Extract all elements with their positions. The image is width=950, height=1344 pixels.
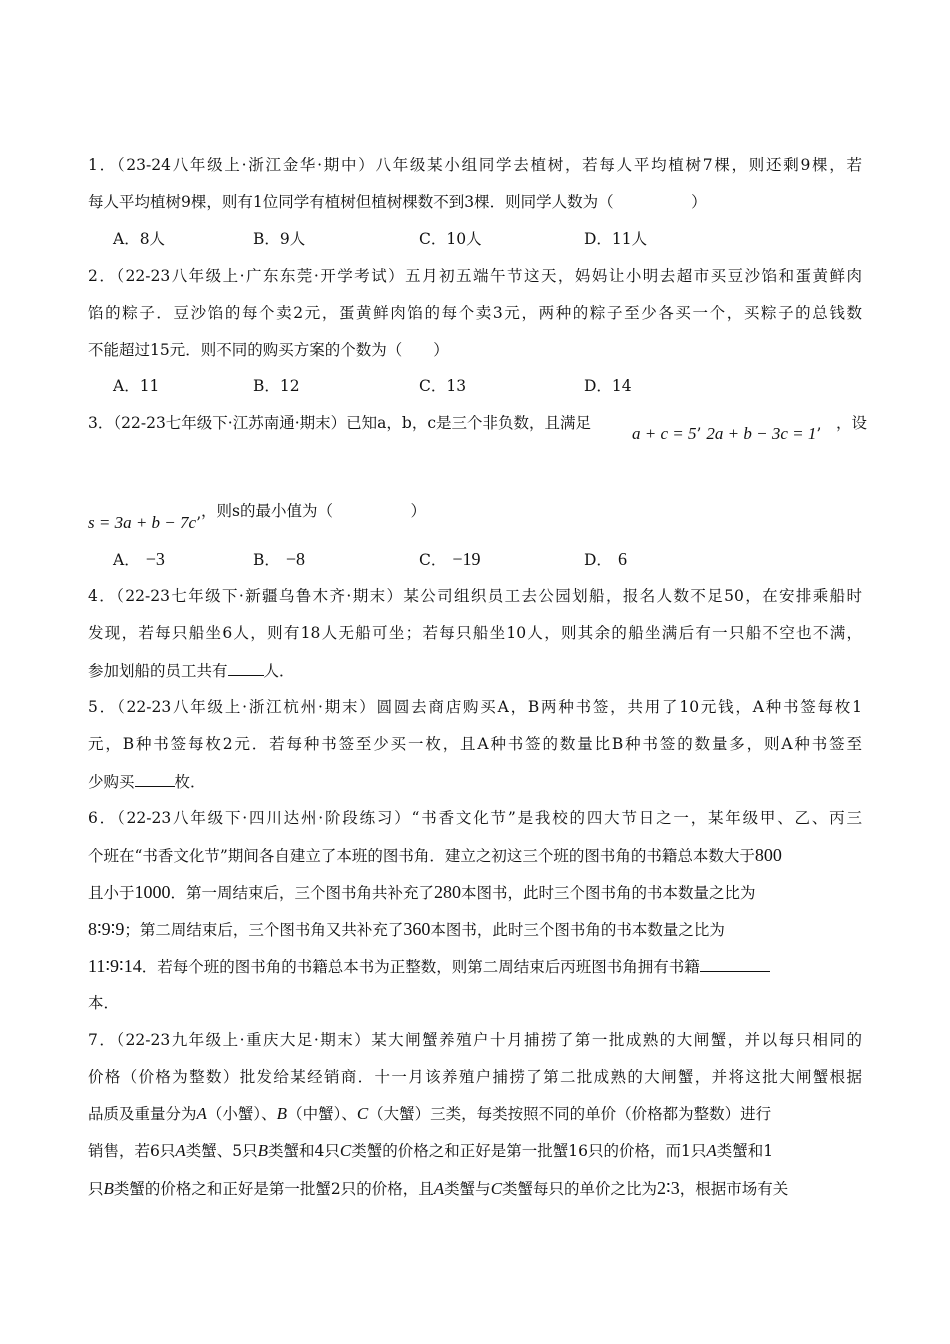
- question-1-line-1: [88, 155, 862, 175]
- option-prefix: C．: [419, 551, 447, 569]
- option-c[interactable]: C．13: [419, 377, 467, 395]
- question-3-line-2: s = 3a + b − 7c’，则s的最小值为（ ）: [88, 502, 426, 532]
- option-value: −8: [285, 549, 306, 569]
- question-text: 本图书，此时三个图书角的书本数量之比为: [461, 884, 756, 902]
- question-text: 人．: [263, 662, 295, 680]
- question-text: 类蟹与: [444, 1180, 491, 1198]
- question-text: （22-23八年级上·广东东莞·开学考试）五月初五端午节这天，妈妈让小明去超市买豆沙馅和蛋黄鲜肉: [116, 267, 862, 285]
- answer-blank[interactable]: [700, 956, 770, 972]
- variable: C: [490, 1179, 503, 1198]
- question-number: 2．: [88, 267, 117, 285]
- question-text: 类蟹、5只: [185, 1142, 258, 1160]
- question-7-line-1: [88, 1030, 862, 1050]
- question-number: 1．: [88, 156, 117, 174]
- question-number: 3．: [88, 414, 114, 432]
- question-3-equations: a + c = 5’ 2a + b − 3c = 1’: [632, 424, 822, 443]
- question-text: 发现，若每只船坐6人，则有18人无船可坐；若每只船坐10人，则其余的船坐满后有一只船不空也不满，: [88, 624, 862, 642]
- question-text: ，则s的最小值为（ ）: [201, 502, 426, 520]
- question-5-line-2: [88, 734, 862, 754]
- question-text: 品质及重量分为: [88, 1105, 197, 1123]
- variable: B: [257, 1141, 269, 1160]
- variable: B: [276, 1104, 288, 1123]
- question-4-line-3: [88, 660, 862, 681]
- question-text: （22-23七年级下·江苏南通·期末）已知a，b，c是三个非负数，且满足: [113, 414, 592, 432]
- question-3-line-1-end: ，设: [836, 414, 868, 432]
- question-text: 每人平均植树9棵，则有1位同学有植树但植树棵数不到3棵．则同学人数为（ ）: [88, 193, 707, 211]
- equation: 2a + b − 3c = 1: [706, 424, 817, 443]
- question-text: 价格（价格为整数）批发给某经销商．十一月该养殖户捕捞了第二批成熟的大闸蟹，并将这批大闸蟹根据: [88, 1068, 862, 1086]
- ratio-value: 2∶3: [657, 1178, 680, 1198]
- question-text: （中蟹）、: [287, 1105, 357, 1123]
- question-2-line-2: [88, 303, 862, 323]
- question-text: 类蟹的价格之和正好是第一批蟹2只的价格，且: [113, 1180, 434, 1198]
- question-2-line-1: [88, 266, 862, 286]
- question-number: 4．: [88, 587, 117, 605]
- option-prefix: A．: [113, 551, 140, 569]
- option-d[interactable]: [584, 549, 627, 570]
- question-text: ．第一周结束后，三个图书角共补充了: [170, 884, 435, 902]
- variable: C: [339, 1141, 352, 1160]
- question-7-line-2: [88, 1067, 862, 1087]
- question-text: 类蟹和1: [716, 1142, 774, 1160]
- variable: A: [706, 1141, 717, 1160]
- question-text: 馅的粽子．豆沙馅的每个卖2元，蛋黄鲜肉馅的每个卖3元，两种的粽子至少各买一个，买粽子的总钱数: [88, 304, 862, 322]
- number-value: 280: [434, 882, 462, 902]
- question-5-line-1: [88, 697, 862, 717]
- ratio-value: 11∶9∶14: [88, 956, 142, 976]
- question-text: 只: [88, 1180, 104, 1198]
- answer-blank[interactable]: [135, 771, 175, 787]
- question-text: （小蟹）、: [206, 1105, 277, 1123]
- question-5-line-3: [88, 771, 862, 792]
- equation: a + c = 5: [632, 424, 697, 443]
- question-text: （23-24八年级上·浙江金华·期中）八年级某小组同学去植树，若每人平均植树7棵，则还剩9棵，若: [116, 156, 862, 174]
- question-4-line-2: [88, 623, 862, 643]
- number-value: 800: [754, 845, 782, 865]
- option-value: 6: [617, 549, 627, 569]
- question-1-line-2: [88, 192, 862, 212]
- question-text: 类蟹和4只: [268, 1142, 340, 1160]
- question-2-line-3: [88, 340, 862, 360]
- question-text: （22-23七年级下·新疆乌鲁木齐·期末）某公司组织员工去公园划船，报名人数不足50，在安排乘船时: [116, 587, 862, 605]
- answer-blank[interactable]: [228, 660, 264, 676]
- question-text: 少购买: [88, 773, 135, 791]
- question-text: 不能超过15元．则不同的购买方案的个数为（ ）: [88, 341, 449, 359]
- question-text: ；第二周结束后，三个图书角又共补充了: [124, 921, 404, 939]
- option-prefix: D．: [584, 551, 612, 569]
- question-text: （22-23八年级上·浙江杭州·期末）圆圆去商店购买A，B两种书签，共用了10元钱，A种书签每枚1: [116, 698, 862, 716]
- question-number: 7．: [88, 1031, 117, 1049]
- question-text: 且小于: [88, 884, 135, 902]
- variable: A: [196, 1104, 207, 1123]
- question-text: ，根据市场有关: [679, 1180, 789, 1198]
- question-7-line-5: [88, 1178, 862, 1199]
- ratio-value: 8∶9∶9: [88, 919, 125, 939]
- question-text: 个班在“书香文化节”期间各自建立了本班的图书角．建立之初这三个班的图书角的书籍总本数大于: [88, 847, 755, 865]
- variable: A: [175, 1141, 186, 1160]
- variable: A: [433, 1179, 445, 1198]
- question-6-line-4: [88, 919, 862, 940]
- option-a[interactable]: [113, 549, 165, 570]
- variable: C: [356, 1104, 369, 1123]
- question-text: 类蟹的价格之和正好是第一批蟹16只的价格，而1只: [351, 1142, 707, 1160]
- option-a[interactable]: A．11: [113, 377, 160, 395]
- question-number: 5．: [88, 698, 117, 716]
- question-6-line-5: [88, 956, 862, 977]
- option-b[interactable]: B．12: [253, 377, 300, 395]
- question-number: 6．: [88, 809, 117, 827]
- question-text: （22-23九年级上·重庆大足·期末）某大闸蟹养殖户十月捕捞了第一批成熟的大闸蟹，并以每只相同的: [116, 1031, 862, 1049]
- question-7-line-3: [88, 1104, 862, 1124]
- option-b[interactable]: B．9人: [253, 230, 306, 248]
- question-text: （22-23八年级下·四川达州·阶段练习）“书香文化节”是我校的四大节日之一，某年级甲、乙、丙三: [116, 809, 862, 827]
- option-a[interactable]: A．8人: [113, 230, 166, 248]
- equation: s = 3a + b − 7c: [88, 513, 197, 532]
- number-value: 360: [403, 919, 431, 939]
- option-b[interactable]: [253, 549, 305, 570]
- question-text: 元，B种书签每枚2元．若每种书签至少买一枚，且A种书签的数量比B种书签的数量多，则A种书签至: [88, 735, 862, 753]
- option-prefix: B．: [253, 551, 280, 569]
- option-c[interactable]: C．10人: [419, 230, 482, 248]
- option-d[interactable]: D．14: [584, 377, 632, 395]
- question-6-line-1: [88, 808, 862, 828]
- question-text: （大蟹）三类，每类按照不同的单价（价格都为整数）进行: [368, 1105, 772, 1123]
- question-text: 本图书，此时三个图书角的书本数量之比为: [430, 921, 725, 939]
- question-text: 本．: [88, 994, 120, 1012]
- option-value: −3: [145, 549, 165, 569]
- option-value: −19: [452, 549, 481, 569]
- question-7-line-4: [88, 1141, 862, 1161]
- option-c[interactable]: [419, 549, 481, 570]
- question-text: ．若每个班的图书角的书籍总本书为正整数，则第二周结束后丙班图书角拥有书籍: [141, 958, 700, 976]
- question-6-line-2: [88, 845, 862, 866]
- question-6-line-6: [88, 993, 862, 1013]
- number-value: 1000: [134, 882, 171, 902]
- question-text: 类蟹每只的单价之比为: [502, 1180, 658, 1198]
- question-6-line-3: [88, 882, 862, 903]
- question-text: 参加划船的员工共有: [88, 662, 228, 680]
- question-4-line-1: [88, 586, 862, 606]
- question-text: 枚．: [174, 773, 206, 791]
- option-d[interactable]: D．11人: [584, 230, 648, 248]
- question-text: 销售，若6只: [88, 1142, 176, 1160]
- variable: B: [103, 1179, 114, 1198]
